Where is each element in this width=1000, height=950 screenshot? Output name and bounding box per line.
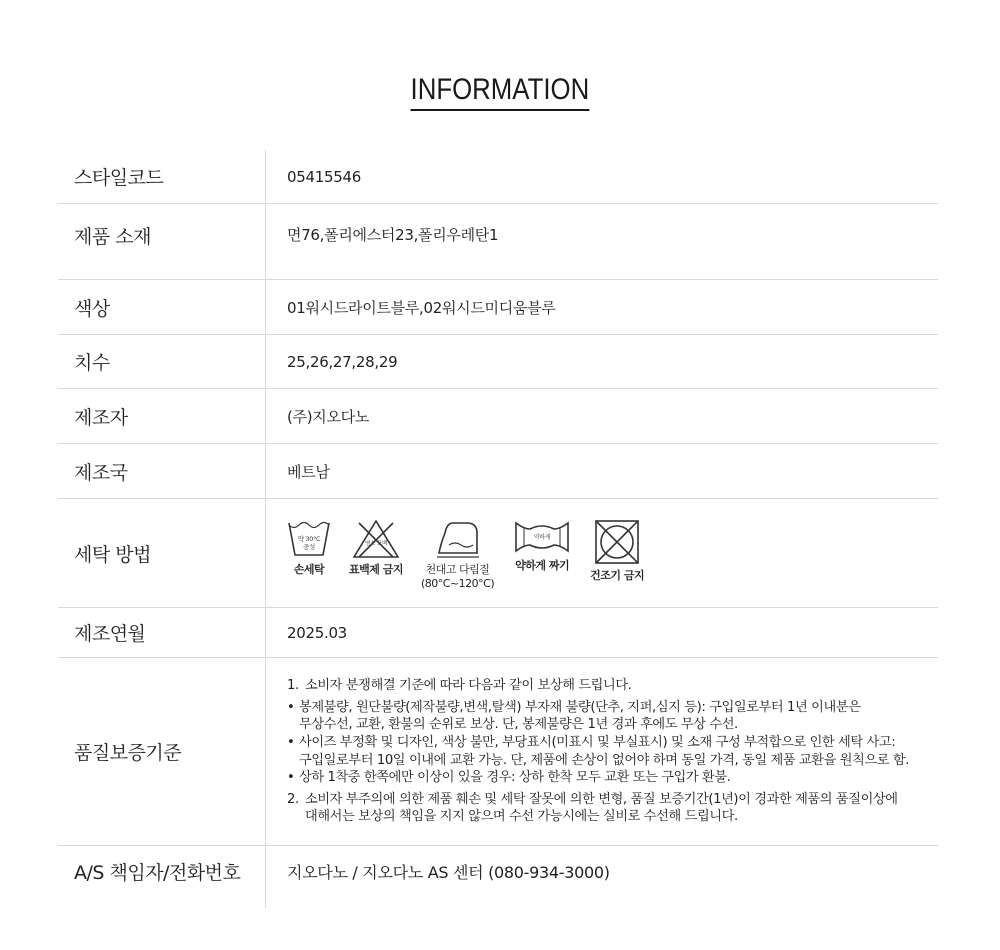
quality-item-2-line1: 소비자 부주의에 의한 제품 훼손 및 세탁 잘못에 의한 변형, 품질 보증기간(1년)이 경과한 제품의 품질이상에 [305, 791, 898, 807]
row-quality [58, 658, 938, 846]
quality-item-2-num: 2. [287, 791, 299, 807]
quality-bullet-2-line2: 구입일로부터 10일 이내에 교환 가능. 단, 제품에 손상이 없어야 하며 동일 가격, 동일 제품 교환을 원칙으로 함. [299, 752, 910, 768]
care-no-bleach [349, 519, 403, 577]
style-code-value: 05415546 [287, 167, 361, 186]
quality-bullet-2: • 사이즈 부정확 및 디자인, 색상 불만, 부당표시(미표시 및 부실표시) 및 소재 구성 부적합으로 인한 세탁 사고: 구입일로부터 10일 이내에 교환 가능. 단, 제품에 손상이 없어야 하며 동일 가격, 동일 제품 교환을 원칙으로 함. [287, 734, 910, 768]
no-tumble-dry-icon [594, 519, 640, 565]
hand-wash-icon [287, 519, 331, 559]
quality-item-1-num: 1. [287, 678, 299, 694]
care-gentle-wring [512, 519, 572, 573]
row-as [58, 846, 938, 908]
quality-bullet-1: • 봉제불량, 원단불량(제작불량,변색,탈색) 부자재 불량(단추, 지퍼,심지 등): 구입일로부터 1년 이내분은 무상수선, 교환, 환불의 순위로 보상. 단, 봉제불량은 1년 경과 후에도 무상 수선. [287, 699, 861, 733]
manufacturer-label: 제조자 [58, 389, 266, 443]
material-value: 면76,폴리에스터23,폴리우레탄1 [287, 226, 499, 244]
quality-text [287, 677, 909, 826]
no-bleach-icon [351, 519, 401, 559]
row-country [58, 444, 938, 499]
care-hand-wash [287, 519, 331, 577]
no-bleach-bleach: 표백 [376, 541, 387, 547]
quality-item-1-text: 소비자 분쟁해결 기준에 따라 다음과 같이 보상해 드립니다. [305, 678, 632, 694]
iron-icon [435, 519, 481, 559]
size-value: 25,26,27,28,29 [287, 352, 398, 371]
quality-bullet-1-line2: 무상수선, 교환, 환불의 순위로 보상. 단, 봉제불량은 1년 경과 후에도 무상 수선. [299, 717, 738, 733]
quality-item-2 [287, 791, 909, 826]
washing-value [266, 499, 938, 607]
country-value: 베트남 [287, 462, 330, 481]
iron-caption-temp: (80°C~120°C) [420, 577, 495, 590]
row-manufacturer [58, 389, 938, 444]
country-label: 제조국 [58, 444, 266, 498]
page-title: INFORMATION [411, 72, 590, 111]
iron-caption [421, 563, 494, 591]
row-material [58, 204, 938, 280]
hand-wash-caption: 손세탁 [293, 563, 325, 576]
color-label: 색상 [58, 280, 266, 334]
row-style-code [58, 150, 938, 204]
quality-item-2-line2: 대해서는 보상의 책임을 지지 않으며 수선 가능시에는 실비로 수선해 드립니다. [305, 809, 738, 825]
no-bleach-caption: 표백제 금지 [349, 563, 403, 576]
as-label: A/S 책임자/전화번호 [58, 846, 266, 908]
quality-bullet-3: • 상하 1착중 한쪽에만 이상이 있을 경우: 상하 한착 모두 교환 또는 구입가 환불. [287, 770, 731, 786]
gentle-wring-text: 약하게 [533, 534, 551, 541]
page-title-wrap [0, 72, 1000, 111]
gentle-wring-caption: 약하게 짜기 [515, 559, 570, 572]
row-date [58, 608, 938, 658]
quality-label: 품질보증기준 [58, 658, 266, 845]
row-size [58, 335, 938, 389]
date-value: 2025.03 [287, 623, 347, 642]
hand-wash-neutral: 중성 [303, 543, 315, 551]
quality-bullet-3-line1: 상하 1착중 한쪽에만 이상이 있을 경우: 상하 한착 모두 교환 또는 구입가 환불. [299, 770, 731, 786]
no-tumble-dry-caption: 건조기 금지 [590, 569, 645, 582]
material-label: 제품 소재 [58, 204, 266, 279]
as-value: 지오다노 / 지오다노 AS 센터 (080-934-3000) [287, 863, 610, 882]
quality-item-1 [287, 677, 909, 695]
size-label: 치수 [58, 335, 266, 388]
date-label: 제조연월 [58, 608, 266, 657]
care-no-tumble-dry [590, 519, 644, 583]
iron-caption-main: 천대고 다림질 [425, 563, 490, 576]
care-iron [421, 519, 494, 591]
washing-label: 세탁 방법 [58, 499, 266, 607]
info-table [58, 150, 938, 908]
color-value: 01워시드라이트블루,02워시드미디움블루 [287, 298, 556, 317]
no-bleach-chlorine: 염소 [364, 541, 375, 547]
style-code-label: 스타일코드 [58, 150, 266, 203]
quality-bullet-1-line1: 봉제불량, 원단불량(제작불량,변색,탈색) 부자재 불량(단추, 지퍼,심지 등): 구입일로부터 1년 이내분은 [299, 699, 861, 715]
care-icons [287, 515, 662, 591]
gentle-wring-icon [512, 519, 572, 555]
quality-value [266, 658, 938, 845]
manufacturer-value: (주)지오다노 [287, 407, 370, 426]
quality-bullet-2-line1: 사이즈 부정확 및 디자인, 색상 불만, 부당표시(미표시 및 부실표시) 및 소재 구성 부적합으로 인한 세탁 사고: [299, 734, 896, 750]
row-washing [58, 499, 938, 608]
row-color [58, 280, 938, 335]
hand-wash-temp: 약 30°C [297, 535, 321, 543]
